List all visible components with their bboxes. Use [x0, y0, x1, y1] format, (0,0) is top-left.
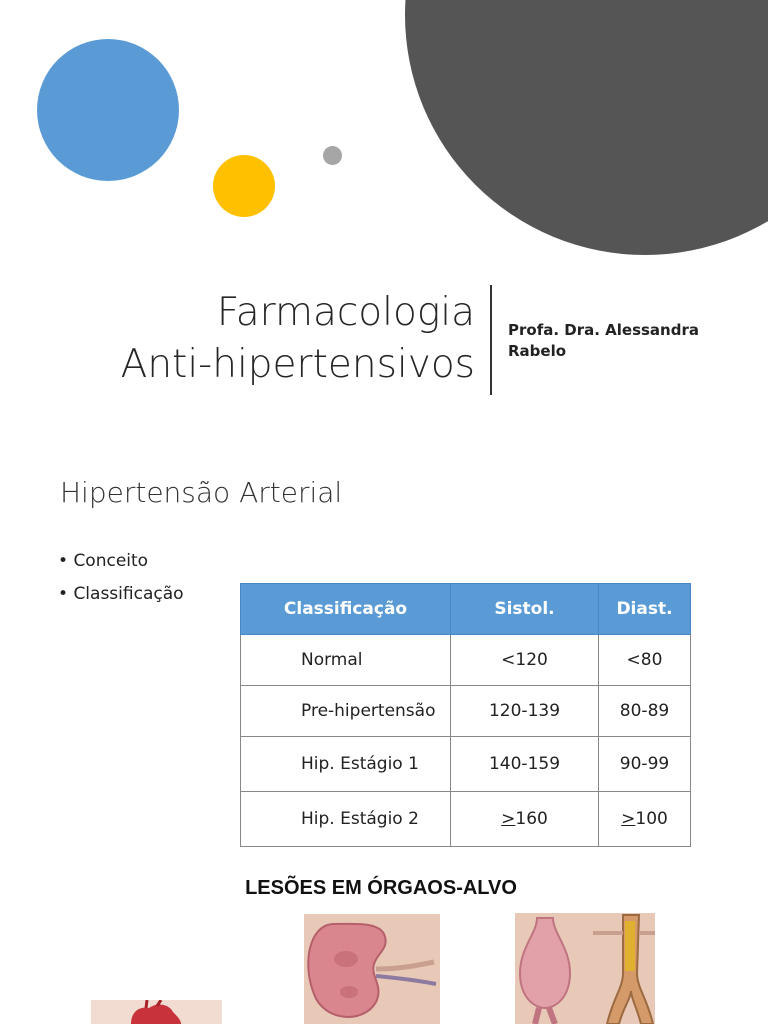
kidney-icon [304, 914, 440, 1024]
table-cell: 80-89 [599, 686, 691, 737]
heart-illustration [91, 1000, 222, 1024]
dark-circle-decoration [405, 0, 768, 255]
blue-circle-decoration [37, 39, 179, 181]
table-cell: <80 [599, 635, 691, 686]
table-row [241, 635, 691, 686]
table-row [241, 686, 691, 737]
slide-title [121, 287, 475, 391]
table-header-sistol: Sistol. [451, 584, 599, 635]
bullet-item: • Conceito [58, 548, 184, 581]
target-organs-heading: LESÕES EM ÓRGAOS-ALVO [245, 877, 517, 899]
title-line-1: Farmacologia [216, 290, 475, 335]
table-header-diast: Diast. [599, 584, 691, 635]
table-cell: >100 [599, 792, 691, 847]
classification-table [240, 583, 691, 847]
table-cell: >160 [451, 792, 599, 847]
table-cell: Hip. Estágio 1 [241, 737, 451, 792]
table-cell: Hip. Estágio 2 [241, 792, 451, 847]
aorta-illustration [515, 913, 655, 1024]
section-heading: Hipertensão Arterial [60, 476, 343, 509]
bullet-list [58, 548, 184, 614]
author-line-2: Rabelo [508, 342, 567, 360]
table-cell: 90-99 [599, 737, 691, 792]
table-cell: 140-159 [451, 737, 599, 792]
bullet-item: • Classificação [58, 581, 184, 614]
table-header-classificacao: Classificação [241, 584, 451, 635]
yellow-circle-decoration [213, 155, 275, 217]
aorta-icon [515, 913, 655, 1024]
title-line-2: Anti-hipertensivos [120, 342, 475, 387]
table-cell: Pre-hipertensão [241, 686, 451, 737]
heart-icon [91, 1000, 222, 1024]
author [508, 320, 708, 362]
table-row [241, 737, 691, 792]
author-line-1: Profa. Dra. Alessandra [508, 321, 699, 339]
title-divider [490, 285, 492, 395]
table-cell: <120 [451, 635, 599, 686]
grey-dot-decoration [323, 146, 342, 165]
table-cell: Normal [241, 635, 451, 686]
table-row [241, 792, 691, 847]
table-cell: 120-139 [451, 686, 599, 737]
content-slide [0, 440, 768, 1024]
kidney-illustration [304, 914, 440, 1024]
title-slide [0, 0, 768, 440]
